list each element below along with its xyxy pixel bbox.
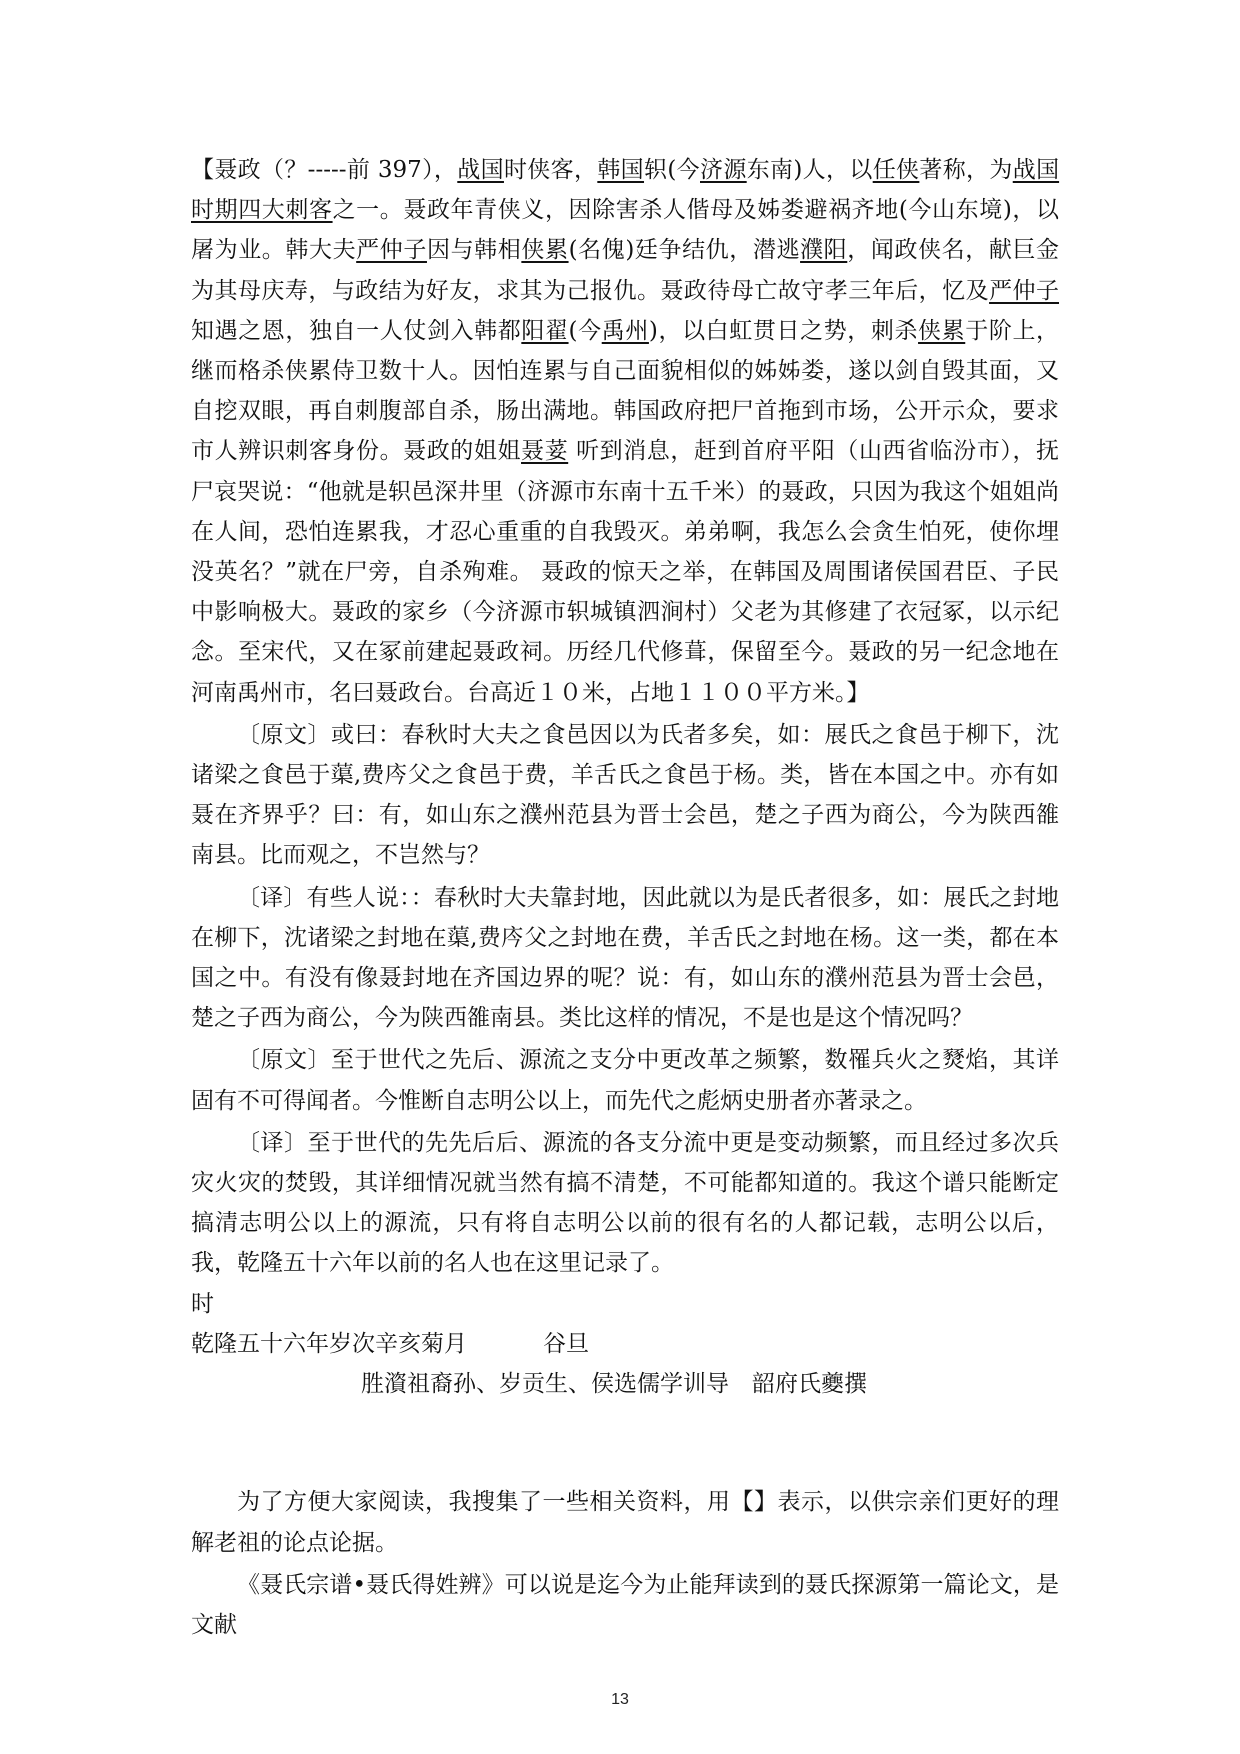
signature-shi: 时: [191, 1290, 214, 1317]
text-segment: 轵(今: [644, 157, 700, 183]
text-segment: 知遇之恩，独自一人仗剑入韩都: [191, 317, 522, 344]
underlined-term: 战国: [457, 157, 504, 183]
underlined-term: 侠累: [918, 317, 966, 344]
translation-paragraph-2: 〔译〕至于世代的先先后后、源流的各支分流中更是变动频繁，而且经过多次兵灾火灾的焚毁，其详细情况就当然有搞不清楚，不可能都知道的。我这个谱只能断定搞清志明公以上的源流，只有将自志明公以前的很有名的人都记载，志明公以后，我，乾隆五十六年以前的名人也在这里记录了。: [191, 1129, 1059, 1277]
underlined-term: 阳翟: [521, 317, 569, 344]
original-text-paragraph-1: 〔原文〕或曰：春秋时大夫之食邑因以为氏者多矣，如：展氏之食邑于柳下，沈诸梁之食邑于蕖,费庈父之食邑于费，羊舌氏之食邑于杨。类，皆在本国之中。亦有如聂在齐界乎？曰：有，如山东之濮州范县为晋士会邑，楚之子西为商公，今为陕西雒南县。比而观之，不岂然与？: [191, 721, 1059, 869]
underlined-term: 严仲子: [356, 237, 427, 264]
original-text-paragraph-2: 〔原文〕至于世代之先后、源流之支分中更改革之频繁，数罹兵火之燹焰，其详固有不可得闻者。今惟断自志明公以上，而先代之彪炳史册者亦著录之。: [191, 1047, 1059, 1114]
text-segment: 【聂政（？-----前 397），: [191, 157, 458, 183]
signature-day: 谷旦: [543, 1330, 589, 1357]
closing-paragraph: 《聂氏宗谱•聂氏得姓辨》可以说是迄今为止能拜读到的聂氏探源第一篇论文，是文献: [191, 1571, 1059, 1638]
underlined-term: 禹州: [601, 317, 649, 344]
document-page: [191, 150, 1059, 1645]
text-segment: (今: [568, 317, 602, 344]
compiler-note-paragraph: 为了方便大家阅读，我搜集了一些相关资料，用【】表示，以供宗亲们更好的理解老祖的论点论据。: [191, 1489, 1059, 1556]
signature-date: 乾隆五十六年岁次辛亥菊月: [191, 1330, 467, 1357]
text-segment: ，闻政侠名，献巨金为其母庆寿，与政结为好友，求其为己报仇。聂政待母亡故守孝三年后，忆及: [191, 237, 1060, 304]
underlined-term: 聂荽: [521, 438, 569, 465]
text-segment: 著称，为: [919, 157, 1013, 183]
signature-date-line: [191, 1324, 1059, 1364]
translation-paragraph-1: 〔译〕有些人说：：春秋时大夫靠封地，因此就以为是氏者很多，如：展氏之封地在柳下，沈诸梁之封地在蕖,费庈父之封地在费，羊舌氏之封地在杨。这一类，都在本国之中。有没有像聂封地在齐国边界的呢？说：有，如山东的濮州范县为晋士会邑，楚之子西为商公，今为陕西雒南县。类比这样的情况，不是也是这个情况吗？: [191, 884, 1059, 1032]
text-segment: )，以白虹贯日之势，刺杀: [648, 317, 919, 344]
underlined-term: 严仲子: [989, 277, 1060, 304]
text-segment: 听到消息，赶到首府平阳（山西省临汾市），抚尸哀哭说：“他就是轵邑深井里（济源市东南十五千米）的聂政，只因为我这个姐姐尚在人间，恐怕连累我，才忍心重重的自我毁灭。弟弟啊，我怎么会贪生怕死，使你埋没英名？”就在尸旁，自杀殉难。 聂政的惊天之举，在韩国及周围诸侯国君臣、子民中影响极大。聂政的家乡（今济源市轵城镇泗涧村）父老为其修建了衣冠冢，以示纪念。至宋代，又在冢前建起聂政祠。历经几代修葺，保留至今。聂政的另一纪念地在河南禹州市，名曰聂政台。台高近１０米，占地１１００平方米。】: [191, 438, 1060, 706]
signature-author: 胜澬祖裔孙、岁贡生、侯选儒学训导 韶府氏夔撰: [361, 1371, 867, 1398]
underlined-term: 济源: [700, 157, 747, 183]
text-segment: 于阶上，继而格杀侠累侍卫数十人。因怕连累与自己面貌相似的姊姊娄，遂以剑自毁其面，又自挖双眼，再自刺腹部自杀，肠出满地。韩国政府把尸首拖到市场，公开示众，要求市人辨识刺客身份。聂政的姐姐: [191, 317, 1060, 465]
text-segment: (名傀)廷争结仇，潜逃: [568, 237, 801, 264]
underlined-term: 侠累: [521, 237, 569, 264]
underlined-term: 任侠: [872, 157, 920, 183]
text-segment: 因与韩相: [426, 237, 522, 264]
underlined-term: 战国时期四大刺客: [191, 157, 1060, 224]
text-segment: 之一。聂政年青侠义，因除害杀人偕母及姊娄避祸齐地(今山东境)，以屠为业。韩大夫: [191, 197, 1059, 264]
text-segment: 东南)人，以: [746, 157, 873, 183]
page-number: 13: [611, 1691, 629, 1708]
underlined-term: 濮阳: [800, 237, 848, 264]
underlined-term: 韩国: [597, 157, 645, 183]
annotation-paragraph: [191, 150, 1059, 713]
text-segment: 时侠客，: [503, 157, 598, 183]
spacer: [191, 1404, 1059, 1482]
